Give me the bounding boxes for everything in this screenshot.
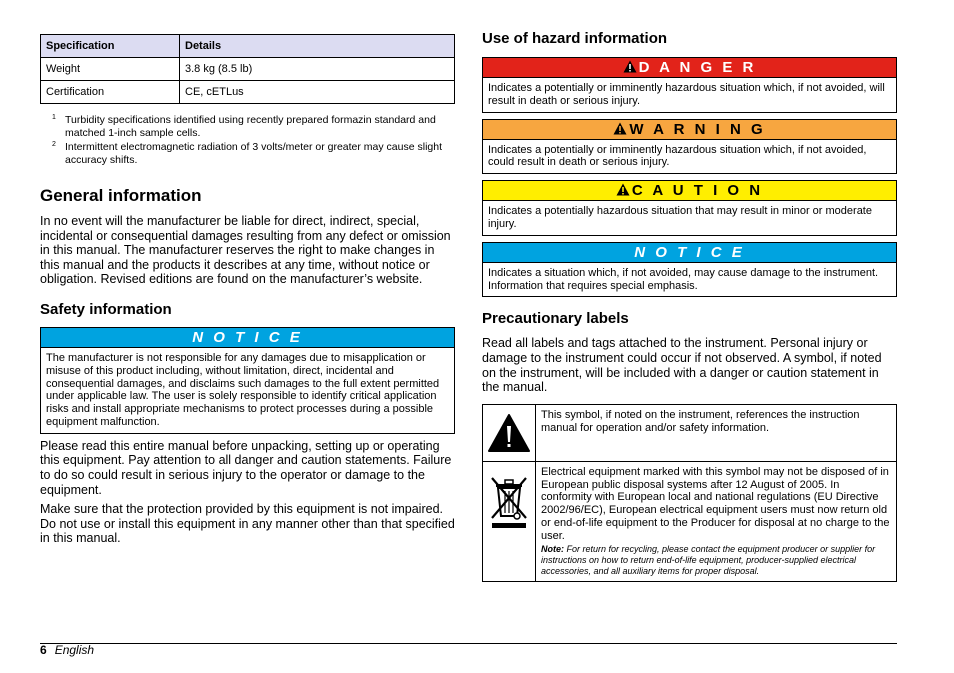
danger-header [483, 58, 896, 78]
warning-triangle-icon [487, 413, 531, 453]
symbol-cell [483, 404, 536, 461]
warning-text: Indicates a potentially or imminently hazardous situation which, if not avoided, could result in death or serious injury. [488, 143, 867, 169]
safety-notice-box [40, 327, 455, 434]
table-row [41, 81, 455, 104]
warning-header [483, 120, 896, 140]
notice-header: N O T I C E [41, 328, 454, 348]
precautionary-labels-heading: Precautionary labels [482, 310, 629, 328]
weee-note [541, 544, 891, 577]
spec-cell: 3.8 kg (8.5 lb) [180, 58, 455, 81]
page-footer [40, 643, 94, 657]
footnote-number: 2 [52, 141, 56, 148]
hazard-info-heading: Use of hazard information [482, 30, 668, 47]
symbol-cell [483, 461, 536, 581]
caution-text: Indicates a potentially hazardous situation that may result in minor or moderate injury. [488, 205, 872, 230]
note-text: For return for recycling, please contact the equipment producer or supplier for instructions on how to return end-of-life equipment, producer-supplied electrical accessories, and all auxiliary items for proper disposal. [541, 543, 876, 576]
safety-paragraph-2: Make sure that the protection provided by this equipment is not impaired. Do not use or install this equipment in any manner other than that specified in this manual. [40, 502, 455, 546]
danger-text: Indicates a potentially or imminently hazardous situation which, if not avoided, will result in death or serious injury. [488, 82, 885, 107]
spec-header-specification: Specification [41, 35, 180, 58]
notice-text: The manufacturer is not responsible for any damages due to misapplication or misuse of this product including, without limitation, direct, incidental and consequential damages, and disclaims such damages to the full extent permitted under applicable law. The user is solely responsible to identify critical application risks and install appropriate mechanisms to protect processes during a possible equipment malfunction. [46, 351, 440, 428]
warning-triangle-icon [623, 60, 637, 73]
safety-paragraph-1: Please read this entire manual before unpacking, setting up or operating this equipment. Pay attention to all danger and caution statements. Failure to do so could result in serious injury to the operator or damage to the equipment. [40, 438, 452, 497]
general-info-text: In no event will the manufacturer be liable for direct, indirect, special, incidental or consequential damages resulting from any defect or omission in this manual. The manufacturer reserves the right to make changes in this manual and the products it describes at any time, without notice or obligation. Revised editions are found on the manufacturer’s website. [40, 214, 451, 287]
danger-label: D A N G E R [638, 59, 757, 76]
footnote [40, 114, 455, 139]
left-column [40, 34, 455, 546]
note-label: Note: [541, 543, 564, 554]
symbol-description: This symbol, if noted on the instrument, references the instruction manual for operation and/or safety information. [536, 404, 897, 461]
warning-triangle-icon [616, 183, 630, 196]
crossed-bin-icon [486, 472, 532, 532]
danger-box [482, 57, 897, 113]
footnote-number: 1 [52, 114, 56, 121]
warning-label: W A R N I N G [629, 120, 766, 138]
footer-language: English [54, 643, 95, 657]
spec-table-header [41, 35, 455, 58]
right-column [482, 30, 897, 582]
safety-info-heading: Safety information [40, 300, 172, 318]
spec-cell: Certification [41, 81, 180, 104]
footnote [40, 141, 455, 166]
caution-label: C A U T I O N [631, 182, 764, 200]
caution-header [483, 181, 896, 201]
notice-text: Indicates a situation which, if not avoided, may cause damage to the instrument. Information that requires special emphasis. [488, 266, 879, 292]
spec-table [40, 34, 455, 104]
footer-divider [40, 643, 897, 644]
notice-header: N O T I C E [483, 243, 896, 263]
caution-box [482, 180, 897, 236]
notice-box [482, 242, 897, 298]
warning-box [482, 119, 897, 175]
general-info-heading: General information [40, 186, 202, 205]
spec-header-details: Details [180, 35, 455, 58]
footnote-text: Turbidity specifications identified using recently prepared formazin standard and matched 1-inch sample cells. [65, 114, 436, 139]
table-row [41, 58, 455, 81]
table-row [483, 404, 897, 461]
weee-text: Electrical equipment marked with this symbol may not be disposed of in European public disposal systems after 12 August of 2005. In conformity with European local and national regulations (EU Directive 2002/96/EC), European electrical equipment users must now return old or end-of-life equipment to the Producer for disposal at no charge to the user. [541, 465, 890, 542]
precaution-text: Read all labels and tags attached to the instrument. Personal injury or damage to the instrument could occur if not observed. A symbol, if noted on the instrument, will be included with a danger or caution statement in the manual. [482, 336, 882, 395]
warning-triangle-icon [613, 122, 627, 135]
labels-table [482, 404, 897, 582]
spec-cell: Weight [41, 58, 180, 81]
page-number: 6 [40, 643, 47, 657]
spec-cell: CE, cETLus [180, 81, 455, 104]
symbol-description [536, 461, 897, 581]
table-row [483, 461, 897, 581]
footnotes [40, 114, 455, 166]
footnote-text: Intermittent electromagnetic radiation of 3 volts/meter or greater may cause slight accuracy shifts. [65, 141, 443, 166]
